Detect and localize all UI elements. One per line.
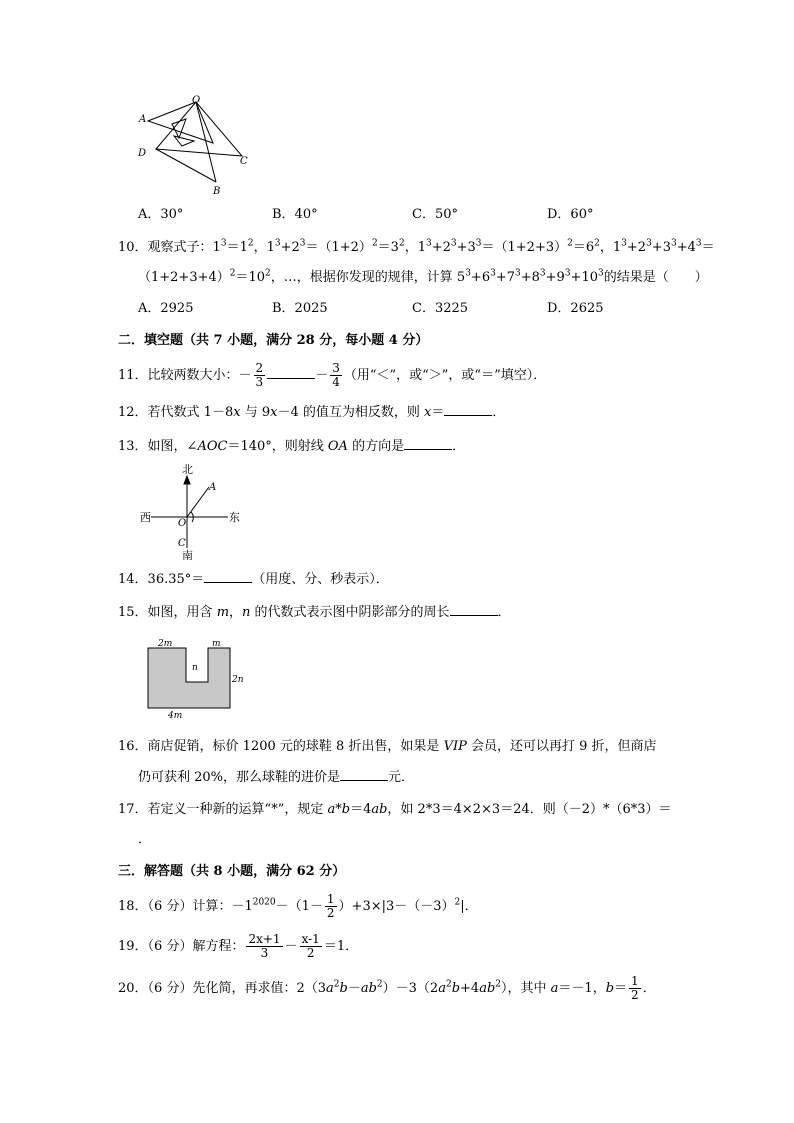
q9-option-b: B．40° bbox=[272, 207, 318, 222]
q9-option-a: A．30° bbox=[138, 207, 184, 222]
fig13-label-C: C bbox=[178, 538, 186, 549]
q9-option-c: C．50° bbox=[412, 207, 458, 222]
q18: 18．（6 分）计算：$-1^{2020}-(1-$ $\frac{1}{2}$ ）$+3\times|3-(-3)^2|$． bbox=[118, 892, 478, 920]
fig9-label-B: B bbox=[213, 186, 221, 197]
q10-option-b: B．2025 bbox=[272, 301, 328, 316]
section-3-heading: 三．解答题（共 8 小题，满分 62 分） bbox=[118, 864, 346, 879]
fig15-right: 2n bbox=[232, 675, 244, 685]
fig9-label-A: A bbox=[139, 114, 147, 125]
q16-line2: 仍可获利 20%，那么球鞋的进价是 元． bbox=[138, 770, 415, 785]
q11: 11．比较两数大小：－ $\frac{2}{3}$ － $\frac{3}{4}$ （用“＜”，或“＞”，或“＝”填空）． bbox=[118, 361, 547, 389]
fig15-inner: n bbox=[192, 663, 198, 673]
q14: 14．36.35°＝ （用度、分、秒表示）． bbox=[118, 572, 389, 587]
q15: 15．如图，用含 m，n 的代数式表示图中阴影部分的周长 ． bbox=[118, 605, 511, 620]
q13: 13．如图，∠AOC＝140°，则射线 OA 的方向是 ． bbox=[118, 439, 466, 454]
q9-figure bbox=[134, 94, 254, 198]
q10-line1: 10．观察式子：$1^3=1^2$，$1^3+2^3=(1+2)^2=3^2$，$1^3+2^3+3^3=(1+2+3)^2=6^2$，$1^3+2^3+3^3+4^3=$ bbox=[118, 238, 715, 255]
q16-line1: 16．商店促销，标价 1200 元的球鞋 8 折出售，如果是 VIP 会员，还可以再打 9 折，但商店 bbox=[118, 739, 657, 754]
fig13-south: 南 bbox=[182, 549, 193, 560]
q17-line2: ． bbox=[138, 832, 152, 847]
q10-line2: $(1+2+3+4)^2=10^2$，…，根据你发现的规律，计算 $5^3+6^3+7^3+8^3+9^3+10^3$的结果是（ ） bbox=[138, 268, 708, 285]
fig15-top-left: 2m bbox=[158, 639, 173, 649]
fig13-west: 西 bbox=[140, 511, 151, 524]
fig9-label-D: D bbox=[138, 148, 147, 159]
q20: 20．（6 分）先化简，再求值：$2(3a^2b-ab^2)-3(2a^2b+4ab^2)$，其中 a＝－1，b＝ $\frac{1}{2}$ ． bbox=[118, 974, 656, 1002]
fig15-bottom: 4m bbox=[168, 711, 183, 721]
q10-option-a: A．2925 bbox=[138, 301, 194, 316]
fig13-east: 东 bbox=[229, 511, 240, 524]
q15-shape-figure bbox=[140, 636, 250, 722]
section-2-heading: 二．填空题（共 7 小题，满分 28 分，每小题 4 分） bbox=[118, 333, 429, 348]
q13-compass-figure bbox=[136, 462, 246, 560]
fig15-top-right: m bbox=[212, 639, 221, 649]
fig13-label-A: A bbox=[209, 482, 217, 493]
q10-option-d: D．2625 bbox=[547, 301, 604, 316]
fig13-label-O: O bbox=[178, 518, 187, 529]
q12: 12．若代数式 1－8x 与 9x－4 的值互为相反数，则 x＝ ． bbox=[118, 405, 506, 420]
q17-line1: 17．若定义一种新的运算“*”，规定 a*b＝4ab，如 2*3＝4×2×3＝24．则（－2）*（6*3）＝ bbox=[118, 802, 672, 817]
q9-option-d: D．60° bbox=[547, 207, 594, 222]
q19: 19．（6 分）解方程： $\frac{2x+1}{3}$ － $\frac{x-1}{2}$ ＝1． bbox=[118, 932, 359, 960]
fig13-north: 北 bbox=[182, 463, 193, 476]
fig9-label-O: O bbox=[192, 95, 201, 106]
fig9-label-C: C bbox=[240, 156, 248, 167]
q10-option-c: C．3225 bbox=[412, 301, 469, 316]
